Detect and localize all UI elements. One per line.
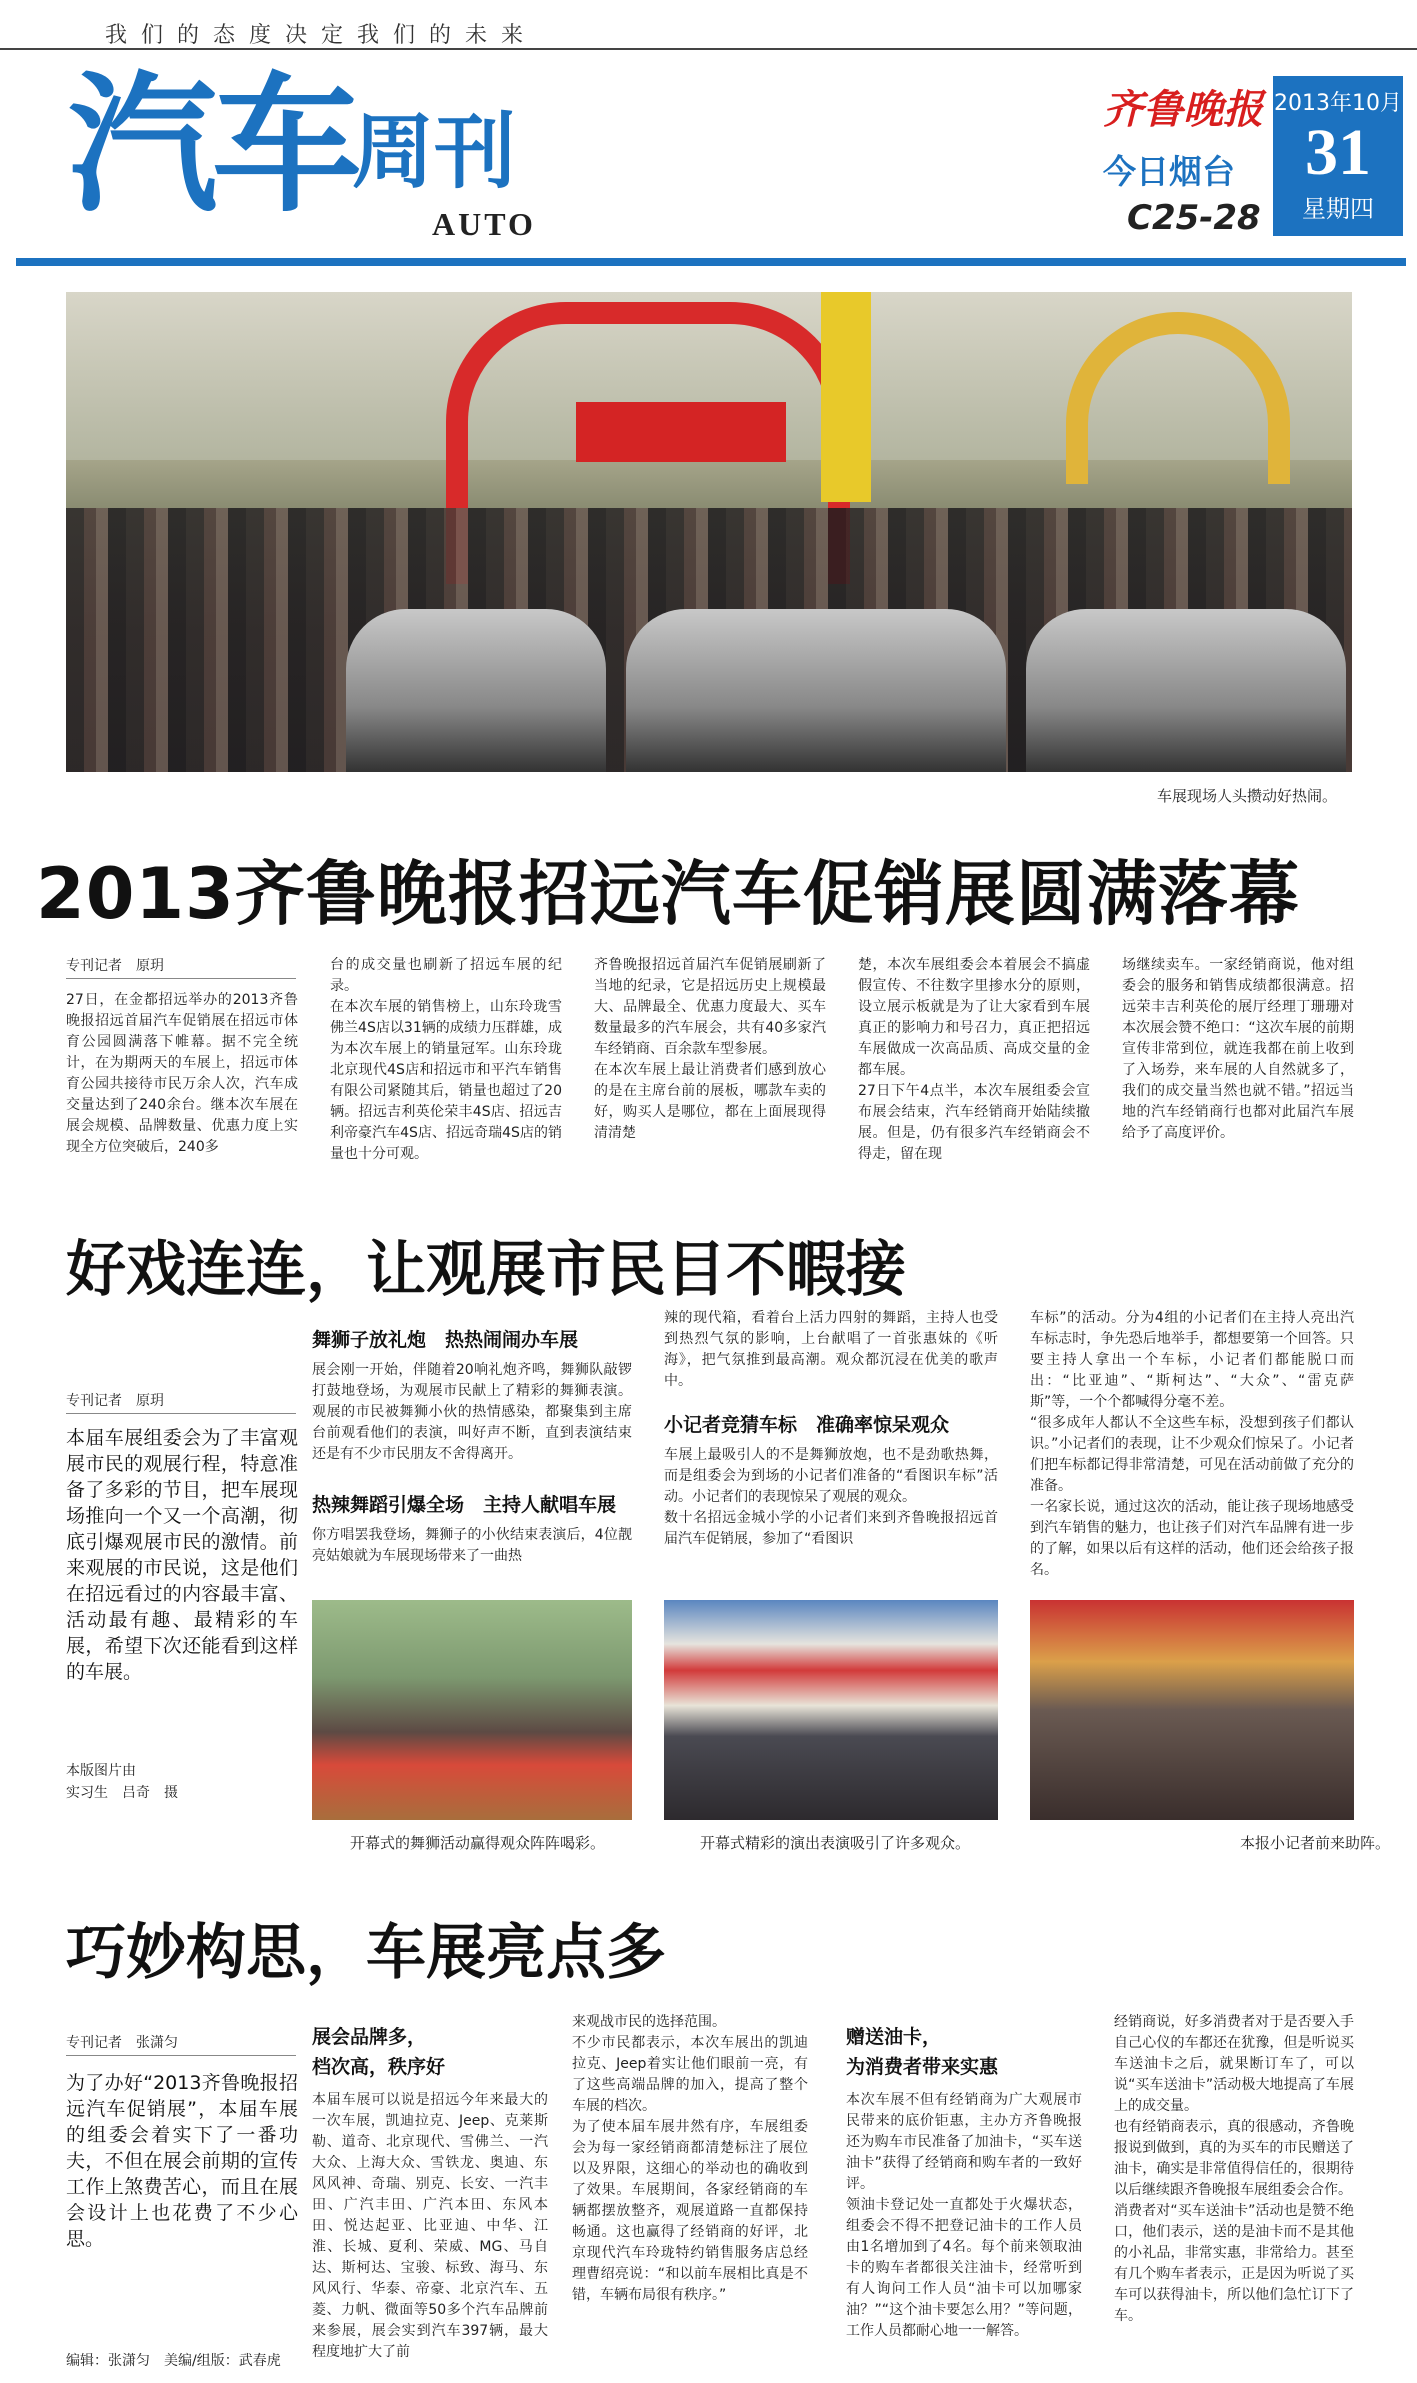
masthead-rule	[16, 258, 1406, 266]
article3-headline: 巧妙构思，车展亮点多	[66, 1918, 666, 1988]
section-title: 汽车	[68, 57, 357, 233]
city-edition: 今日烟台	[1103, 152, 1235, 191]
date-year-month: 2013年10月	[1274, 91, 1402, 116]
article2-sub2: 热辣舞蹈引爆全场 主持人献唱车展	[312, 1494, 617, 1516]
date-box	[1273, 76, 1403, 236]
article3-sub1: 展会品牌多， 档次高，秩序好	[312, 2026, 446, 2078]
article1-col5: 场继续卖车。一家经销商说，他对组委会的服务和销售成绩都很满意。招远荣丰吉利英伦的展厅经理丁珊珊对本次展会赞不绝口：“这次车展的前期宣传非常到位，就连我都在前上收到了入场券，来车展的人自然就多了，我们的成交量当然也就不错。”招远当地的汽车经销商行也都对此届汽车展给予了高度评价。	[1122, 957, 1354, 1141]
article3-p4: 经销商说，好多消费者对于是否要入手自己心仪的车都还在犹豫，但是听说买车送油卡之后，就果断订车了，可以说“买车送油卡”活动极大地提高了车展上的成交量。 也有经销商表示，真的很感动，齐鲁晚报说到做到，真的为买车的市民赠送了油卡，确实是非常值得信任的，很期待以后继续跟齐鲁晚报车展组委会合作。 消费者对“买车送油卡”活动也是赞不绝口，他们表示，送的是油卡而不是其他的小礼品，非常实惠，非常给力。甚至有几个购车者表示，正是因为听说了买车可以获得油卡，所以他们急忙订下了车。	[1114, 2014, 1354, 2324]
article1-headline: 2013齐鲁晚报招远汽车促销展圆满落幕	[36, 853, 1300, 935]
masthead-slogan: 我们的态度决定我们的未来	[105, 23, 538, 48]
section-subtitle: 周刊	[352, 105, 517, 200]
photo-credit: 本版图片由 实习生 吕奇 摄	[66, 1763, 178, 1801]
article2-lead: 本届车展组委会为了丰富观展市民的观展行程，特意准备了多彩的节目，把车展现场推向一个又一个高潮，彻底引爆观展市民的激情。前来观展的市民说，这是他们在招远看过的内容最丰富、活动最有趣、最精彩的车展，希望下次还能看到这样的车展。	[66, 1427, 298, 1683]
car-show-photo	[66, 292, 1352, 772]
date-day: 31	[1305, 116, 1371, 189]
top-rule	[0, 48, 1417, 50]
article3-byline: 专刊记者 张潇匀	[66, 2035, 178, 2051]
article2-p2: 你方唱罢我登场，舞狮子的小伙结束表演后，4位靓亮姑娘就为车展现场带来了一曲热	[312, 1527, 632, 1564]
article1-col2: 台的成交量也刷新了招远车展的纪录。 在本次车展的销售榜上，山东玲珑雪佛兰4S店以31辆的成绩力压群雄，成为本次车展上的销量冠军。山东玲珑北京现代4S店和招远市和平汽车销售有限公司紧随其后，销量也超过了20辆。招远吉利英伦荣丰4S店、招远吉利帝豪汽车4S店、招远奇瑞4S店的销量也十分可观。	[330, 957, 562, 1162]
article3-p1: 本届车展可以说是招远今年来最大的一次车展，凯迪拉克、Jeep、克莱斯勒、道奇、北京现代、雪佛兰、一汽大众、上海大众、雪铁龙、奥迪、东风风神、奇瑞、别克、长安、一汽丰田、广汽丰田、广汽本田、东风本田、悦达起亚、比亚迪、中华、江淮、长城、夏利、荣威、MG、马自达、斯柯达、宝骏、标致、海马、东风风行、华泰、帝豪、北京汽车、五菱、力帆、微面等50多个汽车品牌前来参展，展会实到汽车397辆，最大程度地扩大了前	[312, 2092, 548, 2360]
photo-caption: 车展现场人头攒动好热闹。	[1157, 787, 1338, 805]
reporters-caption: 本报小记者前来助阵。	[1240, 1834, 1391, 1852]
editor-credit: 编辑：张潇匀 美编/组版：武春虎	[66, 2353, 281, 2369]
article2-p5: 车标”的活动。分为4组的小记者们在主持人亮出汽车标志时，争先恐后地举手，都想要第一个回答。只要主持人拿出一个车标，小记者们都能脱口而出：“比亚迪”、“斯柯达”、“大众”、“雷克萨斯”等，一个个都喊得分毫不差。 “很多成年人都认不全这些车标，没想到孩子们都认识。”小记者们的表现，让不少观众们惊呆了。小记者们把车标都记得非常清楚，可见在活动前做了充分的准备。 一名家长说，通过这次的活动，能让孩子现场地感受到汽车销售的魅力，也让孩子们对汽车品牌有进一步的了解，如果以后有这样的活动，他们还会给孩子报名。	[1030, 1310, 1354, 1578]
article3-lead: 为了办好“2013齐鲁晚报招远汽车促销展”，本届车展的组委会着实下了一番功夫，不但在展会前期的宣传工作上煞费苦心，而且在展会设计上也花费了不少心思。	[66, 2072, 298, 2250]
article2-headline: 好戏连连，让观展市民目不暇接	[66, 1235, 906, 1305]
stage-caption: 开幕式精彩的演出表演吸引了许多观众。	[700, 1834, 971, 1852]
article2-p4: 车展上最吸引人的不是舞狮放炮，也不是劲歌热舞，而是组委会为到场的小记者们准备的“看图识车标”活动。小记者们的表现惊呆了观展的观众。 数十名招远金城小学的小记者们来到齐鲁晚报招远首届汽车促销展，参加了“看图识	[664, 1447, 998, 1547]
article2-byline: 专刊记者 原玥	[66, 1393, 164, 1409]
article2-sub3: 小记者竞猜车标 准确率惊呆观众	[664, 1414, 950, 1436]
article1-col4: 楚，本次车展组委会本着展会不搞虚假宣传、不往数字里掺水分的原则，设立展示板就是为了让大家看到车展真正的影响力和号召力，真正把招远车展做成一次高品质、高成交量的金都车展。 27日下午4点半，本次车展组委会宣布展会结束，汽车经销商开始陆续撤展。但是，仍有很多汽车经销商会不得走，留在现	[858, 957, 1090, 1162]
article2-sub1: 舞狮子放礼炮 热热闹闹办车展	[312, 1329, 579, 1351]
article3-p2: 来观战市民的选择范围。 不少市民都表示，本次车展出的凯迪拉克、Jeep着实让他们眼前一亮，有了这些高端品牌的加入，提高了整个车展的档次。 为了使本届车展井然有序，车展组委会为每一家经销商都清楚标注了展位以及界限，这细心的举动也的确收到了效果。车展期间，各家经销商的车辆都摆放整齐，观展道路一直都保持畅通。这也赢得了经销商的好评，北京现代汽车玲珑特约销售服务店总经理曹绍亮说：“和以前车展相比真是不错，车辆布局很有秩序。”	[572, 2014, 808, 2303]
lion-dance-caption: 开幕式的舞狮活动赢得观众阵阵喝彩。	[350, 1834, 606, 1852]
article3-sub2: 赠送油卡， 为消费者带来实惠	[846, 2026, 999, 2078]
article3-p3: 本次车展不但有经销商为广大观展市民带来的底价钜惠，主办方齐鲁晚报还为购车市民准备了加油卡，“买车送油卡”获得了经销商和购车者的一致好评。 领油卡登记处一直都处于火爆状态，组委会不得不把登记油卡的工作人员由1名增加到了4名。每个前来领取油卡的购车者都很关注油卡，经常听到有人询问工作人员“油卡可以加哪家油？”“这个油卡要怎么用？”等问题，工作人员都耐心地一一解答。	[846, 2092, 1082, 2339]
young-reporters-photo	[1030, 1600, 1354, 1820]
article1-byline: 专刊记者 原玥	[66, 958, 164, 974]
article2-p1: 展会刚一开始，伴随着20响礼炮齐鸣，舞狮队敲锣打鼓地登场，为观展市民献上了精彩的舞狮表演。观展的市民被舞狮小伙的热情感染，都聚集到主席台前观看他们的表演，叫好声不断，直到表演结束还是有不少市民朋友不舍得离开。	[312, 1362, 632, 1462]
stage-performance-photo	[664, 1600, 998, 1820]
newspaper-logo: 齐鲁晚报	[1103, 86, 1263, 133]
article1-col3: 齐鲁晚报招远首届汽车促销展刷新了当地的纪录，它是招远历史上规模最大、品牌最全、优惠力度最大、买车数量最多的汽车展会，共有40多家汽车经销商、百余款车型参展。 在本次车展上最让消费者们感到放心的是在主席台前的展板，哪款车卖的好，购买人是哪位，都在上面展现得清清楚	[594, 957, 826, 1141]
section-english: AUTO	[432, 206, 536, 242]
date-weekday: 星期四	[1302, 195, 1374, 223]
lion-dance-photo	[312, 1600, 632, 1820]
page-range: C25-28	[1127, 198, 1261, 238]
article2-p3: 辣的现代箱，看着台上活力四射的舞蹈，主持人也受到热烈气氛的影响，上台献唱了一首张惠妹的《听海》，把气氛推到最高潮。观众都沉浸在优美的歌声中。	[664, 1310, 998, 1389]
article1-col1: 27日，在金都招远举办的2013齐鲁晚报招远首届汽车促销展在招远市体育公园圆满落下帷幕。据不完全统计，在为期两天的车展上，招远市体育公园共接待市民万余人次，汽车成交量达到了240余台。继本次车展在展会规模、品牌数量、优惠力度上实现全方位突破后，240多	[66, 992, 298, 1155]
